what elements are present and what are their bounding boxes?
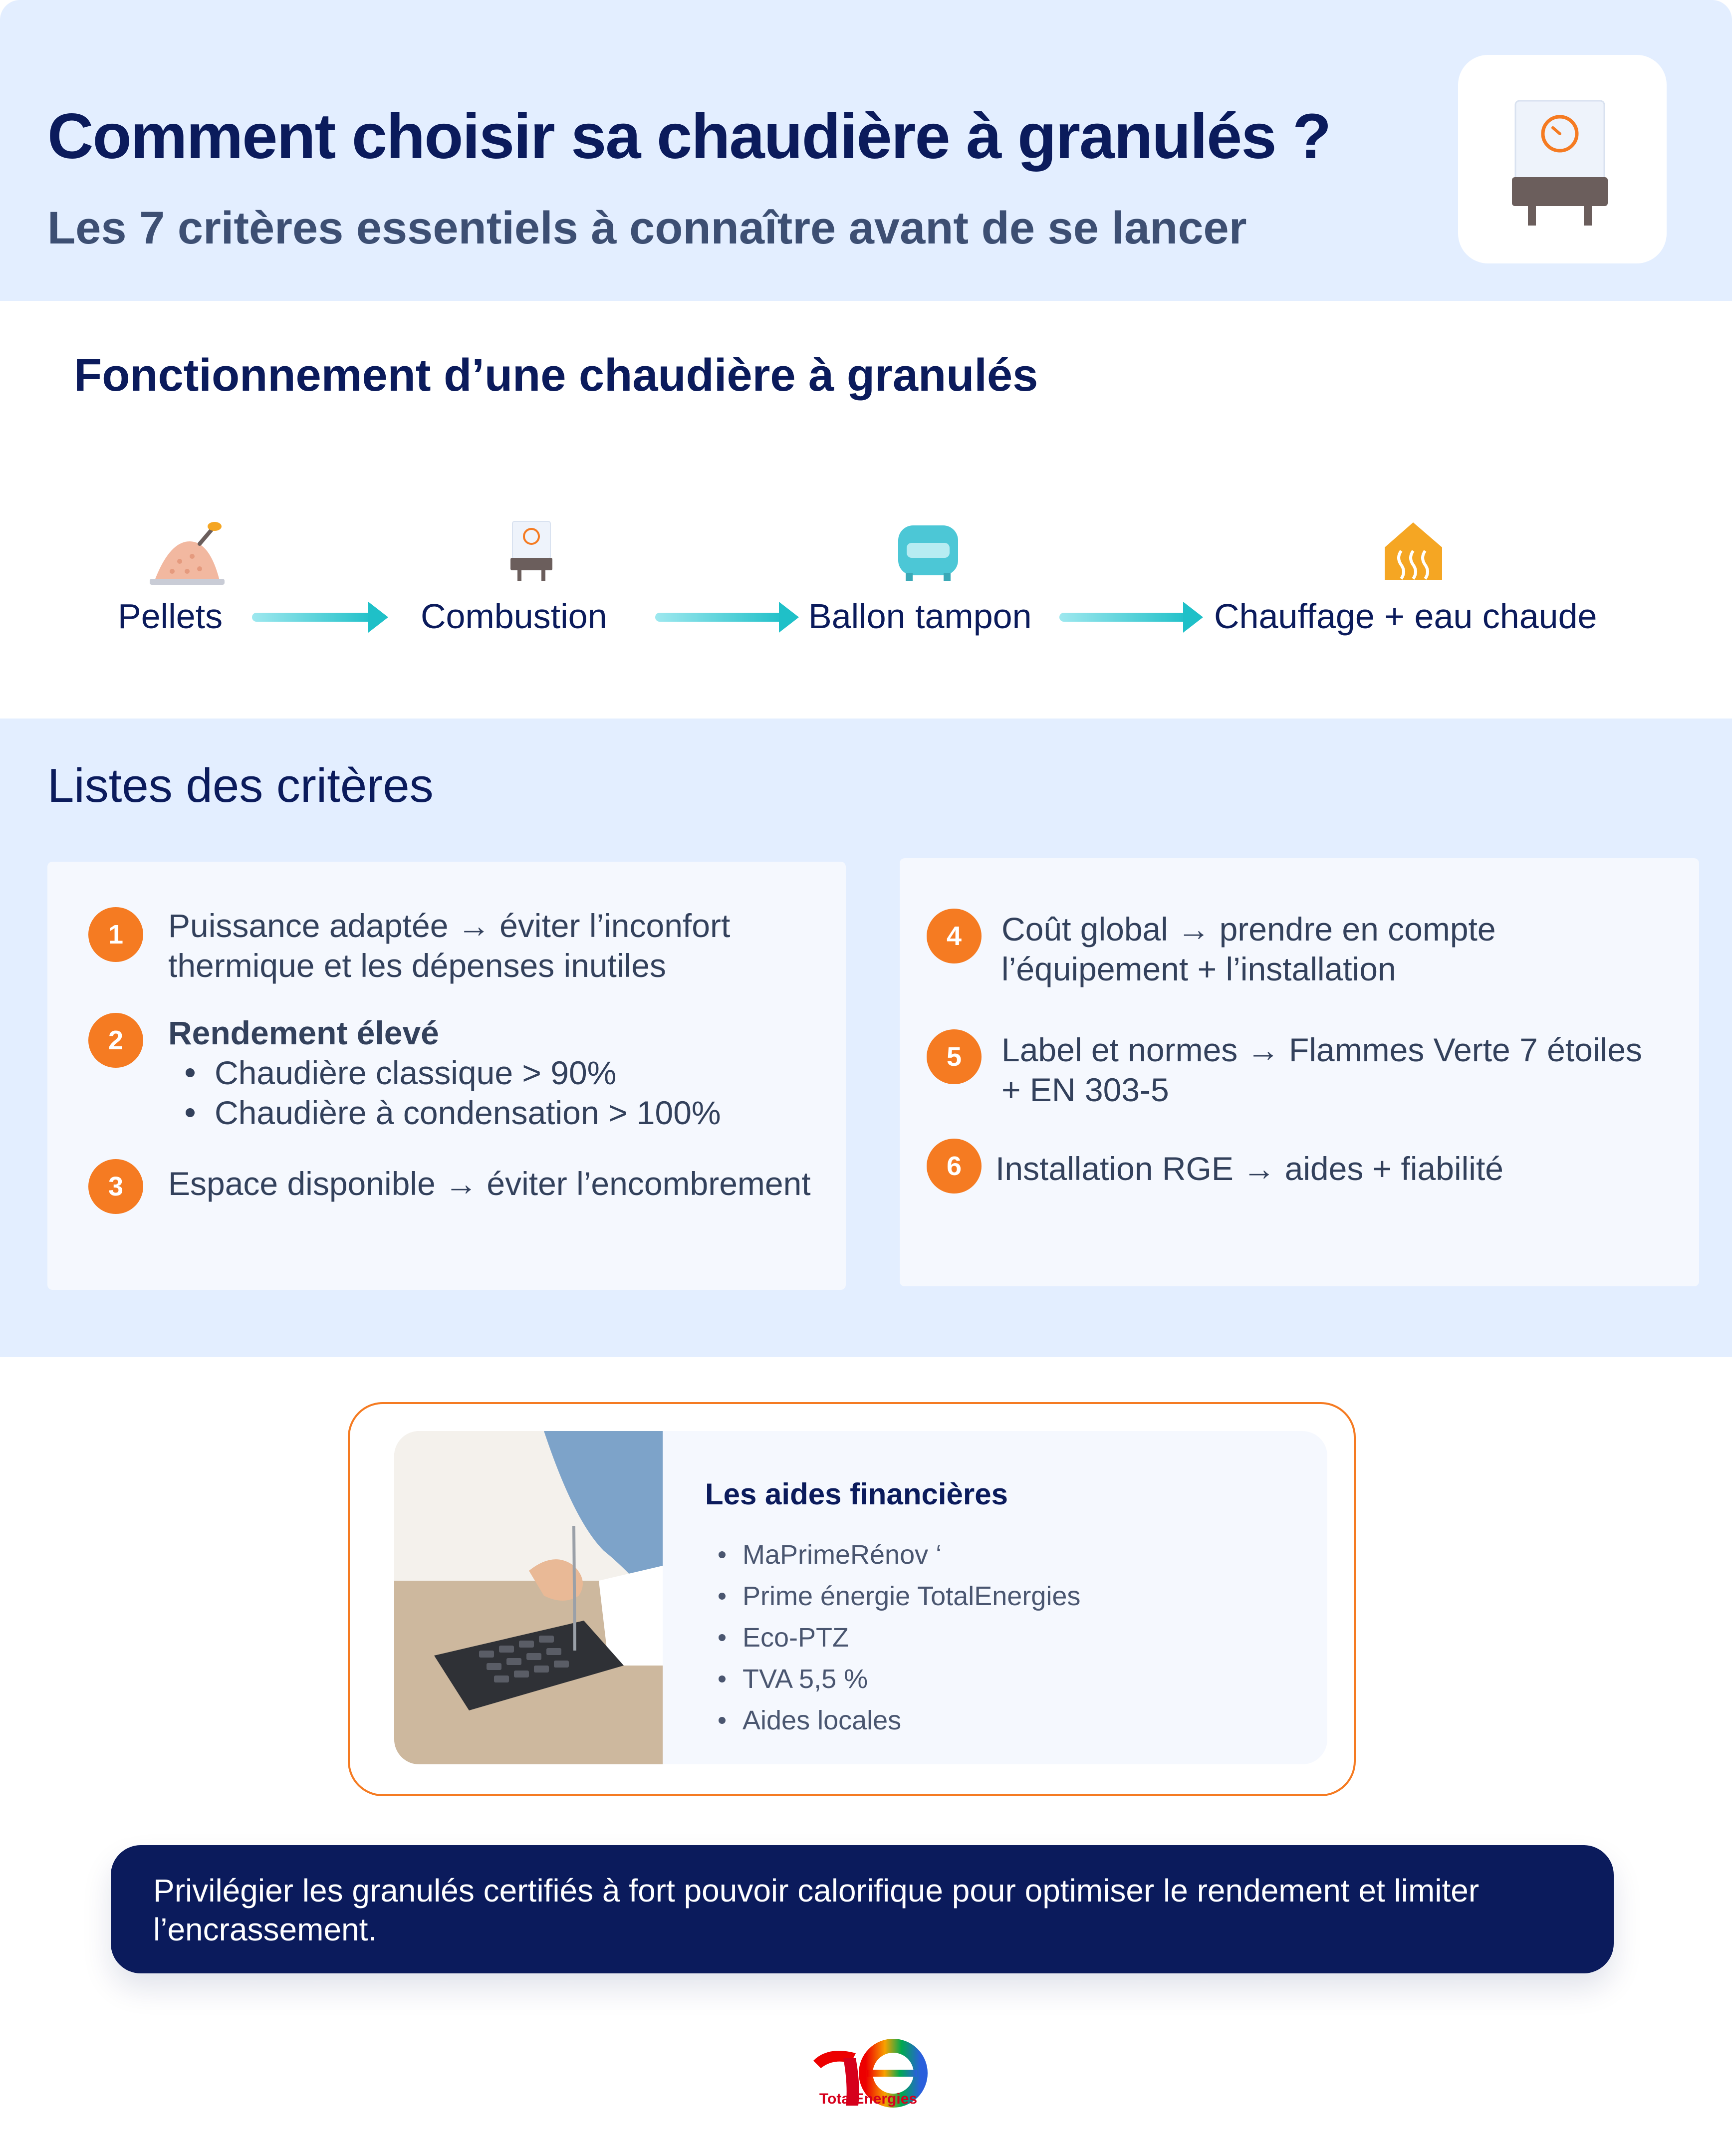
bullet-dot-icon — [719, 1634, 726, 1641]
boiler-icon — [506, 519, 556, 586]
criterion-6-text: Installation RGE → aides + fiabilité — [995, 1150, 1504, 1187]
page-title: Comment choisir sa chaudière à granulés ? — [47, 101, 1331, 172]
aide-text: TVA 5,5 % — [742, 1664, 868, 1694]
boiler-icon — [1458, 55, 1667, 263]
arrow-right-icon — [252, 613, 374, 622]
process-title: Fonctionnement d’une chaudière à granulés — [74, 350, 1038, 401]
criterion-5-line2: + EN 303-5 — [1001, 1071, 1169, 1108]
criterion-1-line1: Puissance adaptée → éviter l’inconfort — [168, 907, 731, 944]
bullet-dot-icon — [719, 1551, 726, 1558]
aide-text: MaPrimeRénov ‘ — [742, 1540, 942, 1570]
bullet-dot-icon — [186, 1108, 195, 1117]
arrow-right-icon — [655, 613, 785, 622]
bullet-dot-icon — [719, 1676, 726, 1682]
aide-text: Aides locales — [742, 1705, 902, 1735]
number-badge: 3 — [88, 1159, 143, 1214]
number-badge: 4 — [927, 909, 982, 963]
criterion-1-line2: thermique et les dépenses inutiles — [168, 947, 666, 984]
house-heat-icon — [1382, 520, 1445, 582]
aide-item — [719, 1664, 868, 1694]
criterion-4-line2: l’équipement + l’installation — [1001, 951, 1396, 987]
aide-item — [719, 1705, 901, 1736]
aide-text: Eco-PTZ — [742, 1623, 849, 1653]
step-label-ballon: Ballon tampon — [808, 597, 1032, 636]
arrow-right-icon — [1059, 613, 1189, 622]
criterion-2-bullet — [186, 1093, 721, 1133]
bullet-dot-icon — [719, 1717, 726, 1724]
bullet-dot-icon — [719, 1593, 726, 1600]
criterion-5-line1: Label et normes → Flammes Verte 7 étoiles — [1001, 1031, 1642, 1068]
tip-text: Privilégier les granulés certifiés à fort pouvoir calorifique pour optimiser le rendement et limiter l’encrassement. — [153, 1873, 1480, 1947]
step-label-combustion: Combustion — [421, 597, 607, 636]
number-badge: 1 — [88, 907, 143, 962]
aide-item — [719, 1539, 942, 1570]
number-badge: 6 — [927, 1139, 982, 1194]
bullet-text: Chaudière à condensation > 100% — [215, 1094, 721, 1131]
pellets-icon — [150, 521, 225, 586]
criterion-3-text: Espace disponible → éviter l’encombrement — [168, 1165, 811, 1202]
criteria-title: Listes des critères — [47, 759, 434, 812]
criterion-4-line1: Coût global → prendre en compte — [1001, 911, 1496, 948]
page-subtitle: Les 7 critères essentiels à connaître avant de se lancer — [47, 203, 1247, 253]
aide-item — [719, 1581, 1080, 1612]
header-icon-card — [1458, 55, 1667, 263]
aide-text: Prime énergie TotalEnergies — [742, 1581, 1081, 1611]
aide-item — [719, 1622, 849, 1653]
tank-icon — [896, 523, 961, 583]
bullet-text: Chaudière classique > 90% — [215, 1054, 617, 1091]
aides-title: Les aides financières — [705, 1477, 1008, 1511]
criterion-2-bullet — [186, 1053, 616, 1093]
number-badge: 5 — [927, 1029, 982, 1084]
number-badge: 2 — [88, 1013, 143, 1068]
step-label-chauffage: Chauffage + eau chaude — [1214, 597, 1597, 636]
bullet-dot-icon — [186, 1068, 195, 1077]
step-label-pellets: Pellets — [118, 597, 223, 636]
criterion-2-title: Rendement élevé — [168, 1014, 439, 1051]
calculator-photo — [394, 1431, 663, 1764]
logo-text: TotalEnergies — [819, 2091, 918, 2107]
